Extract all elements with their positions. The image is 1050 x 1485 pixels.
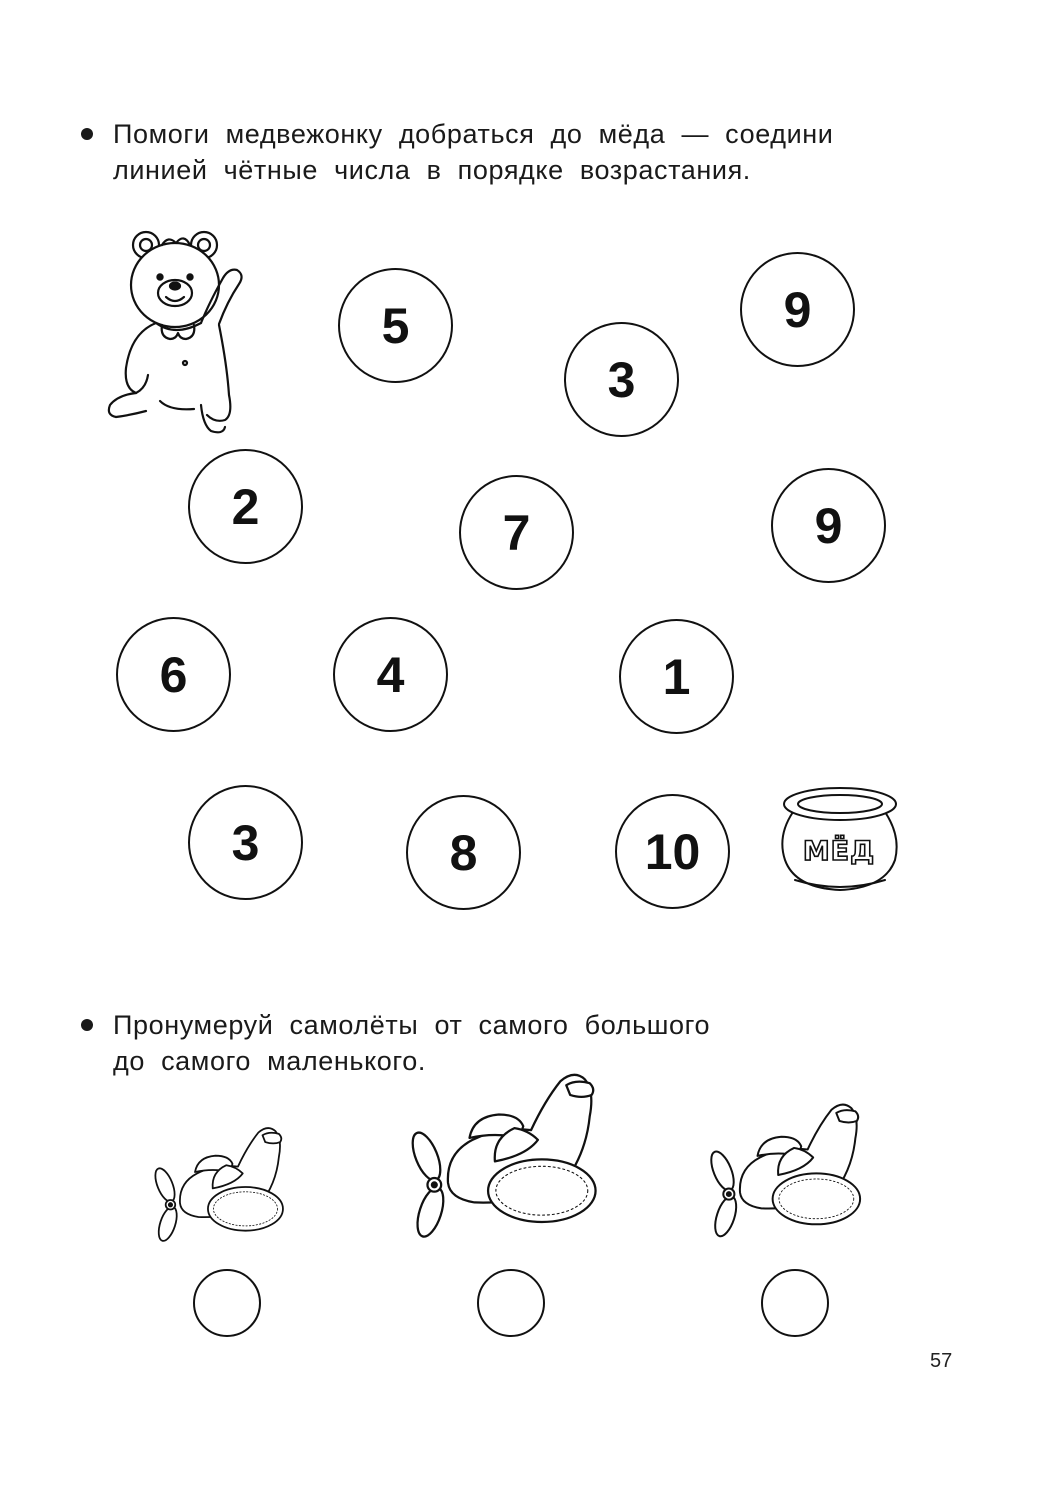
- number-circle[interactable]: 3: [564, 322, 679, 437]
- number-circle[interactable]: 9: [771, 468, 886, 583]
- task-1-line-1: Помоги медвежонку добраться до мёда — соедини: [113, 119, 834, 149]
- number-circle[interactable]: 4: [333, 617, 448, 732]
- number-circle[interactable]: 10: [615, 794, 730, 909]
- airplane-medium-right-icon: [705, 1095, 880, 1247]
- honey-pot-icon: [773, 780, 908, 895]
- answer-circle-middle[interactable]: [477, 1269, 545, 1337]
- answer-circle-right[interactable]: [761, 1269, 829, 1337]
- airplane-small-left-icon: [150, 1120, 300, 1250]
- number-circle[interactable]: 7: [459, 475, 574, 590]
- task-2-line-2: до самого маленького.: [113, 1046, 426, 1076]
- bullet-icon: [81, 1019, 93, 1031]
- honey-pot-label: МЁД: [802, 836, 876, 867]
- bear-icon: [100, 225, 260, 440]
- number-circle[interactable]: 1: [619, 619, 734, 734]
- task-1-line-2: линией чётные числа в порядке возрастания.: [113, 155, 751, 185]
- task-1-instruction: [113, 116, 833, 188]
- number-circle[interactable]: 8: [406, 795, 521, 910]
- number-circle[interactable]: 9: [740, 252, 855, 367]
- page-number: 57: [930, 1350, 953, 1372]
- airplane-large-icon: [405, 1063, 620, 1250]
- task-2-line-1: Пронумеруй самолёты от самого большого: [113, 1010, 711, 1040]
- number-circle[interactable]: 5: [338, 268, 453, 383]
- number-circle[interactable]: 6: [116, 617, 231, 732]
- number-circle[interactable]: 2: [188, 449, 303, 564]
- bullet-icon: [81, 128, 93, 140]
- number-circle[interactable]: 3: [188, 785, 303, 900]
- answer-circle-left[interactable]: [193, 1269, 261, 1337]
